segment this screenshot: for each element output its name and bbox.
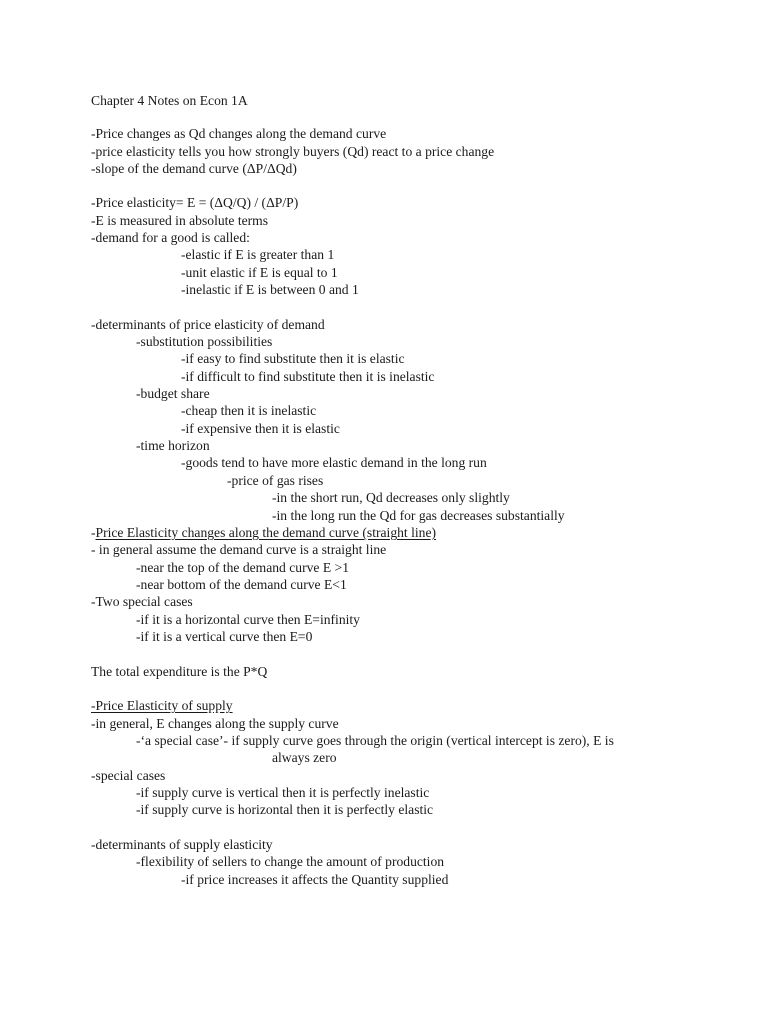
note-line: -time horizon xyxy=(136,438,210,453)
note-line: - in general assume the demand curve is a straight line xyxy=(91,542,387,557)
note-line: -E is measured in absolute terms xyxy=(91,213,269,228)
note-line: -if it is a vertical curve then E=0 xyxy=(136,629,313,644)
note-line: -demand for a good is called: xyxy=(91,230,250,245)
note-line: -in the short run, Qd decreases only slightly xyxy=(272,490,510,505)
note-line: -determinants of price elasticity of demand xyxy=(91,317,325,332)
note-line: -in general, E changes along the supply curve xyxy=(91,716,339,731)
note-line: -substitution possibilities xyxy=(136,334,273,349)
note-line: The total expenditure is the P*Q xyxy=(91,664,268,679)
note-line: -flexibility of sellers to change the amount of production xyxy=(136,854,445,869)
note-line: -if difficult to find substitute then it is inelastic xyxy=(181,369,435,384)
note-line: -special cases xyxy=(91,768,166,783)
heading-text: Price Elasticity changes along the demand curve (straight line) xyxy=(95,525,437,540)
heading-dash: - xyxy=(91,525,96,540)
page-title: Chapter 4 Notes on Econ 1A xyxy=(91,93,248,108)
note-line: -goods tend to have more elastic demand in the long run xyxy=(181,455,487,470)
note-line: -Price elasticity= E = (ΔQ/Q) / (ΔP/P) xyxy=(91,195,299,210)
note-line: -if it is a horizontal curve then E=infinity xyxy=(136,612,360,627)
note-line: always zero xyxy=(272,750,337,765)
note-line: -if supply curve is horizontal then it is perfectly elastic xyxy=(136,802,434,817)
section-heading: -Price Elasticity of supply xyxy=(91,698,233,713)
note-line: -in the long run the Qd for gas decreases substantially xyxy=(272,508,565,523)
note-line: -‘a special case’- if supply curve goes through the origin (vertical intercept is zero), E is xyxy=(136,733,614,748)
note-line: -price elasticity tells you how strongly buyers (Qd) react to a price change xyxy=(91,144,495,159)
note-line: -if supply curve is vertical then it is perfectly inelastic xyxy=(136,785,430,800)
note-line: -slope of the demand curve (ΔP/ΔQd) xyxy=(91,161,297,176)
section-heading xyxy=(91,524,436,541)
note-line: -Price changes as Qd changes along the demand curve xyxy=(91,126,387,141)
note-line: -if easy to find substitute then it is elastic xyxy=(181,351,405,366)
note-line: -near bottom of the demand curve E<1 xyxy=(136,577,347,592)
note-line: -unit elastic if E is equal to 1 xyxy=(181,265,338,280)
note-line: -determinants of supply elasticity xyxy=(91,837,273,852)
note-line: -if expensive then it is elastic xyxy=(181,421,340,436)
note-line: -near the top of the demand curve E >1 xyxy=(136,560,349,575)
note-line: -price of gas rises xyxy=(227,473,324,488)
note-line: -elastic if E is greater than 1 xyxy=(181,247,335,262)
note-line: -Two special cases xyxy=(91,594,193,609)
note-line: -cheap then it is inelastic xyxy=(181,403,317,418)
note-line: -if price increases it affects the Quantity supplied xyxy=(181,872,449,887)
note-line: -budget share xyxy=(136,386,210,401)
note-line: -inelastic if E is between 0 and 1 xyxy=(181,282,359,297)
